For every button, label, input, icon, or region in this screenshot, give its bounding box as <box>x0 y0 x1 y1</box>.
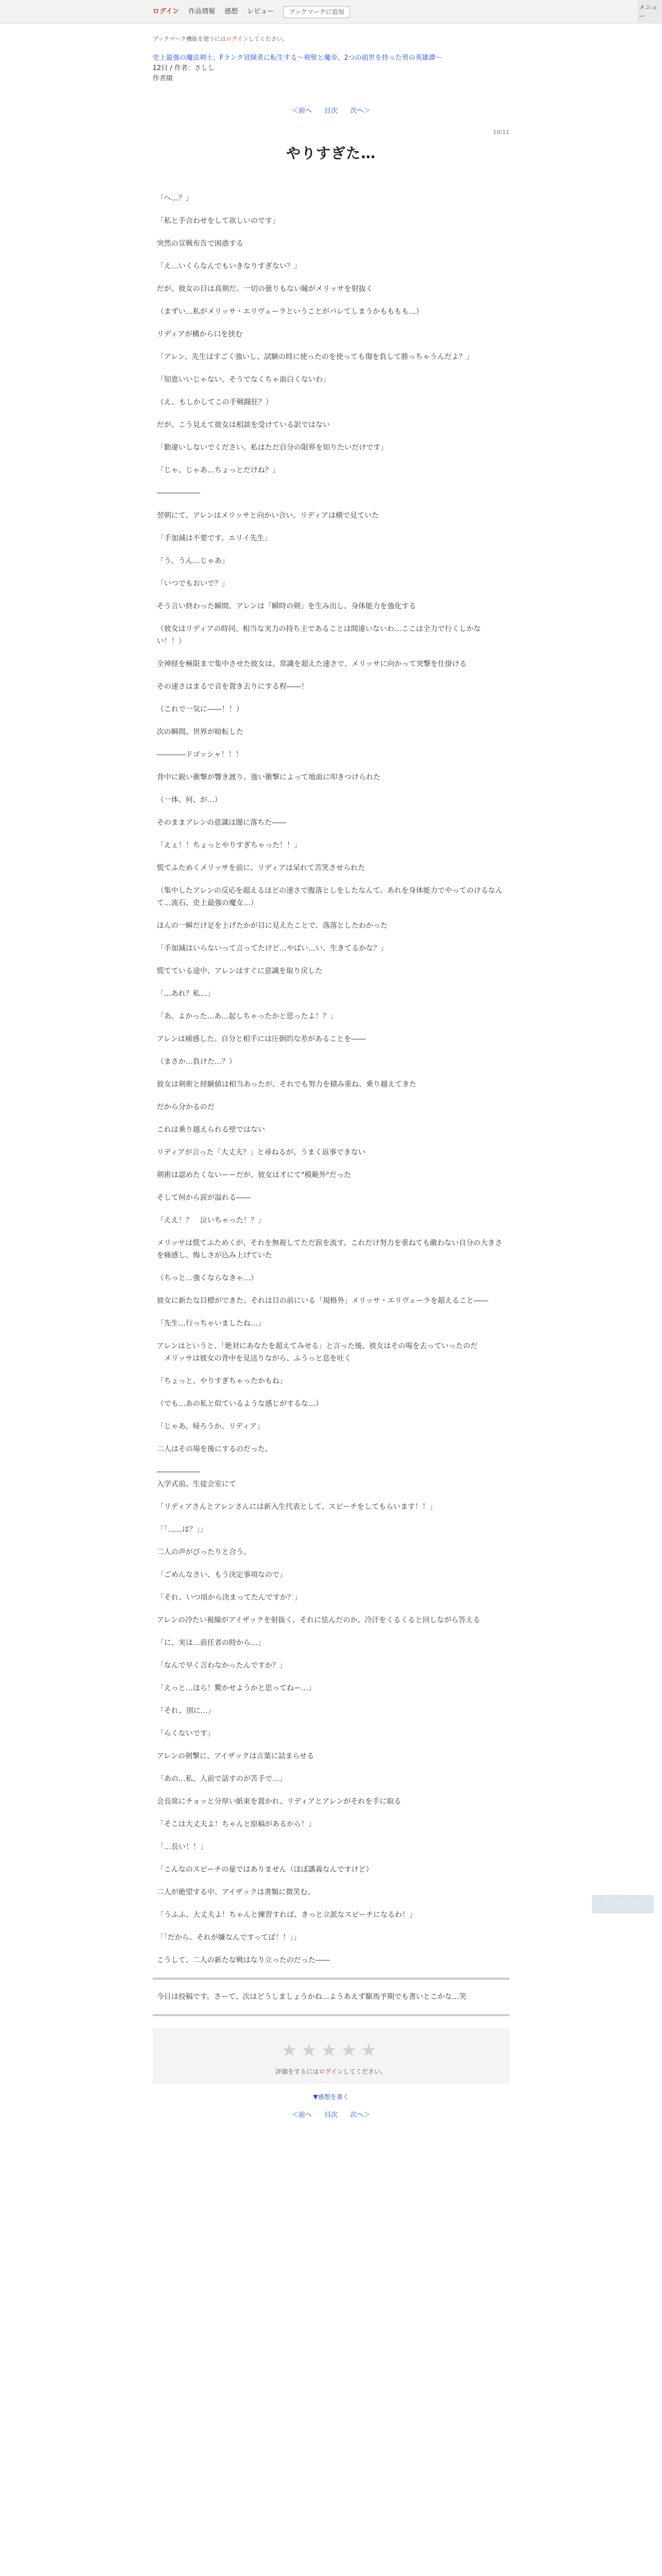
body-paragraph: （一体、何、が…） <box>157 796 222 805</box>
body-paragraph: （彼女はリディアの時同、相当な実力の持ち主であることは間違いないわ…ここは全力で行くしかない！！） <box>157 625 481 646</box>
rating-box <box>153 2028 509 2083</box>
body-paragraph: 慌てている途中、アレンはすぐに意識を取り戻した <box>157 967 323 976</box>
body-paragraph: 「えっと…ほら！驚かせようかと思ってねー…」 <box>157 1684 316 1693</box>
bookmark-button[interactable]: ブックマークに追加 <box>283 6 350 18</box>
body-paragraph: 「それ、いつ頃から決まってたんですか？」 <box>157 1594 302 1602</box>
body-paragraph: （え、もしかしてこの手戦闘狂？） <box>157 398 273 407</box>
novel-body <box>153 192 509 1967</box>
body-paragraph: ほんの一瞬だけ足を上げたかが目に見えたことで、落落としたわかった <box>157 922 388 930</box>
body-paragraph: そう言い終わった瞬間、アレンは「瞬時の剣」を生み出し、身体能力を強化する <box>157 602 416 611</box>
body-paragraph: ―――――― 入学式前、生徒会室にて <box>157 1468 236 1489</box>
body-paragraph: 「…長い！！」 <box>157 1843 207 1852</box>
page-number: 10/11 <box>493 128 509 135</box>
body-paragraph: 突然の宣戦布告で困惑する <box>157 240 243 248</box>
body-paragraph: （まさか…負けた…？） <box>157 1058 236 1066</box>
next-link-bottom[interactable]: 次へ＞ <box>350 2111 371 2119</box>
rating-stars[interactable]: ★★★★★ <box>281 2040 381 2061</box>
nav-impressions[interactable]: 感想 <box>224 8 238 16</box>
author-name: 作者綴 <box>153 75 173 83</box>
nav-work-info[interactable]: 作品情報 <box>188 8 216 16</box>
body-paragraph: 「私と手合わせをして欲しいのです」 <box>157 217 279 226</box>
body-paragraph: 背中に鋭い衝撃が響き渡り、強い衝撃によって地面に叩きつけられた <box>157 773 380 782</box>
body-paragraph: そのままアレンの意識は闇に落ちた―― <box>157 819 287 827</box>
body-paragraph: 「じゃあ、帰ろうか、リディア」 <box>157 1422 264 1431</box>
body-paragraph: ―――――― <box>157 489 200 498</box>
body-paragraph: 二人が絶望する中、アイザックは書類に微笑む。 <box>157 1888 315 1897</box>
body-paragraph: 「リディアさんとアレンさんには新入生代表として、スピーチをしてもらいます！！」 <box>157 1503 437 1512</box>
login-notice-suffix: してください。 <box>248 36 288 42</box>
body-paragraph: （これで一気に――！！） <box>157 705 243 714</box>
body-paragraph: （集中したアレンの反応を超えるほどの速さで腹落としをしたなんて。あれを身体能力でやってのけるなんて…流石、史上最強の魔女…） <box>157 887 503 908</box>
body-paragraph: 「らくないです」 <box>157 1730 214 1738</box>
body-paragraph: アレンは痛感した。自分と相手には圧倒的な差があることを―― <box>157 1035 366 1044</box>
rating-note <box>153 2067 509 2076</box>
body-paragraph: 「…あれ？私…」 <box>157 990 214 998</box>
body-paragraph: 「う、うん…じゃあ」 <box>157 557 229 566</box>
body-paragraph: 二人はその場を後にするのだった。 <box>157 1445 272 1454</box>
nav-reviews[interactable]: レビュー <box>247 8 274 16</box>
prev-link[interactable]: ＜前へ <box>291 107 312 115</box>
body-paragraph: 「先生…行っちゃいましたね…」 <box>157 1319 265 1328</box>
body-paragraph: 「ごめんなさい、もう決定事項なので」 <box>157 1571 287 1580</box>
toc-link-bottom[interactable]: 目次 <box>324 2111 338 2119</box>
body-paragraph: 慌てふためくメリッサを前に、リディアは呆れて苦笑させられた <box>157 864 366 873</box>
body-paragraph: （でも…あの私と似ているような感じがするな…） <box>157 1400 323 1409</box>
body-paragraph: 「あ、よかった…あ…起しちゃったかと思ったよ！？」 <box>157 1012 337 1021</box>
toc-link[interactable]: 目次 <box>324 107 338 115</box>
body-paragraph: 二人の声がびったりと合う。 <box>157 1548 251 1557</box>
body-paragraph: 「なんで早く言わなかったんですか？」 <box>157 1662 287 1670</box>
body-paragraph: ――――ドゴッシャ！！！ <box>157 751 243 759</box>
body-paragraph: アレンの冷たい視線がアイザックを射抜く。それに怯んだのか、冷汗をくるくると回しながら答える <box>157 1616 481 1625</box>
body-paragraph: 全神経を極限まで集中させた彼女は、常識を超えた速さで、メリッサに向かって突撃を仕掛ける <box>157 660 467 669</box>
body-paragraph: （ちっと…強くならなきゃ…） <box>157 1274 258 1283</box>
body-paragraph: その速さはまるで音を置き去りにする程――！ <box>157 683 308 691</box>
body-paragraph: だが、彼女の目は真剣だ。一切の曇りもない瞳がメリッサを射抜く <box>157 285 373 294</box>
body-paragraph: 「「……は？」」 <box>157 1526 207 1534</box>
login-notice-prefix: ブックマーク機能を使うには <box>153 36 226 42</box>
body-paragraph: リディアが構から口を挟む <box>157 330 243 339</box>
write-impression-link[interactable]: ▼感想を書く <box>313 2093 349 2100</box>
chapter-title: やりすぎた… <box>286 145 376 162</box>
body-paragraph: 会長席にチョッと分厚い紙束を置かれ、リディアとアレンがそれを手に取る <box>157 1798 402 1806</box>
rating-note-suffix: してください。 <box>343 2068 387 2076</box>
body-paragraph: 彼女は剣術と経験値は相当あったが、それでも努力を積み重ね、乗り越えてきた <box>157 1080 417 1089</box>
body-paragraph: 剣術は認めたくないーーだが、彼女は才にて"模範外"だった <box>157 1171 351 1180</box>
body-paragraph: 「じゃ、じゃあ…ちょっとだけね？」 <box>157 466 279 475</box>
body-paragraph: 翌朝にて、アレンはメリッサと向かい合い、リディアは横で見ていた <box>157 512 379 520</box>
top-nav <box>153 6 350 18</box>
menu-button[interactable]: メニュー <box>638 0 662 24</box>
body-paragraph: 「アレン、先生はすごく強いし、試験の時に使ったのを使っても傷を負して勝っちゃうんだよ？」 <box>157 353 473 362</box>
main-content <box>153 24 509 2120</box>
pager-bottom <box>153 2111 509 2120</box>
rating-note-prefix: 評価をするには <box>275 2068 319 2076</box>
body-paragraph: だから分かるのだ <box>157 1103 214 1112</box>
body-paragraph: 「うふふ、大丈夫よ！ちゃんと練習すれば、きっと立派なスピーチになるわ！」 <box>157 1911 417 1920</box>
body-paragraph: 彼女に新たな目標ができた。それは目の前にいる「規格外」メリッサ・エリヴェーラを超えること―― <box>157 1297 488 1306</box>
body-paragraph: 「手加減は不要です、エリイ先生」 <box>157 534 272 543</box>
top-bar <box>0 0 662 24</box>
body-paragraph: 次の瞬間、世界が暗転した <box>157 728 243 737</box>
pager-top <box>153 107 509 116</box>
login-link[interactable]: ログイン <box>153 8 179 16</box>
body-paragraph: リディアが言った「大丈夫？」と尋ねるが、うまく返事できない <box>157 1148 366 1157</box>
body-paragraph: 「「だから、それが嫌なんですってば！！」」 <box>157 1934 301 1942</box>
body-paragraph: アレンはというと、「絶対にあなたを超えてみせる」と言った後、彼女はその場を去っていったのだ メリッサは彼女の背中を見送りながら、ふうっと息を吐く <box>157 1342 478 1363</box>
page-top-button[interactable]: ページトップへ <box>592 1895 654 1913</box>
login-notice <box>153 35 509 43</box>
body-paragraph: 「知恵いいじゃない、そうでなくちゃ面白くないわ」 <box>157 376 330 384</box>
body-paragraph: メリッサは慌てふためくが、それを無視してただ涙を流す。これだけ努力を重ねても敵わない自分の大きさを痛感し、悔しさが込み上げていた <box>157 1239 502 1260</box>
body-paragraph: だが、こう見えて彼女は相談を受けている訳ではない <box>157 421 330 430</box>
body-paragraph: 「こんなのスピーチの量ではありません（ほぼ講義なんですけど） <box>157 1866 373 1874</box>
body-paragraph: 「へ…？」 <box>157 194 193 203</box>
body-paragraph: 「勤違いしないでください。私はただ自分の限界を知りたいだけです」 <box>157 444 388 452</box>
prev-link-bottom[interactable]: ＜前へ <box>291 2111 312 2119</box>
body-paragraph: 「それ、別に…」 <box>157 1707 215 1716</box>
rating-login-link[interactable]: ログイン <box>319 2068 343 2076</box>
body-paragraph: （まずい…私がメリッサ・エリヴェーラということがバレてしまうかもももも…） <box>157 308 423 316</box>
body-paragraph: 「え…いくらなんでもいきなりすぎない？」 <box>157 262 301 271</box>
body-paragraph: 「いつでもおいで？」 <box>157 580 229 588</box>
login-notice-link[interactable]: ログイン <box>226 36 249 42</box>
series-title-link[interactable]: 史上最強の魔法剣士、Fランク冒険者に転生する～剣聖と魔帝、2つの前世を持った男の英雄譚～ <box>153 54 442 62</box>
body-paragraph: 「あの…私、人前で話すのが苦手で…」 <box>157 1775 287 1784</box>
body-paragraph: これは乗り越えられる壁ではない <box>157 1126 265 1134</box>
episode-meta: 12日 / 作者：さしし <box>153 64 215 73</box>
body-paragraph: そして何から涙が溢れる―― <box>157 1194 251 1202</box>
body-paragraph: 「ちょっと、やりすぎちゃったかもね」 <box>157 1377 287 1386</box>
body-paragraph: 「えぇ！！ちょっとやりすぎちゃった！！」 <box>157 841 301 850</box>
next-link[interactable]: 次へ＞ <box>350 107 371 115</box>
body-paragraph: 「に、実は…前任者の時から…」 <box>157 1639 265 1648</box>
body-paragraph: 「そこは大丈夫よ！ちゃんと原稿があるから！」 <box>157 1820 316 1829</box>
body-paragraph: こうして、二人の新たな戦はなり立ったのだった―― <box>157 1956 330 1965</box>
body-paragraph: 「ええ！？ 泣いちゃった！？」 <box>157 1216 265 1225</box>
body-paragraph: アレンの剣撃に、アイザックは言葉に詰まらせる <box>157 1752 315 1761</box>
afterword: 今日は投稿です。さーて、次はどうしましょうかね…ようあえず駆馬予期でも書いとこかな…笑 <box>153 1978 509 2016</box>
body-paragraph: 「手加減はいらないって言ってたけど…やばい…い、生きてるかな？」 <box>157 944 388 953</box>
